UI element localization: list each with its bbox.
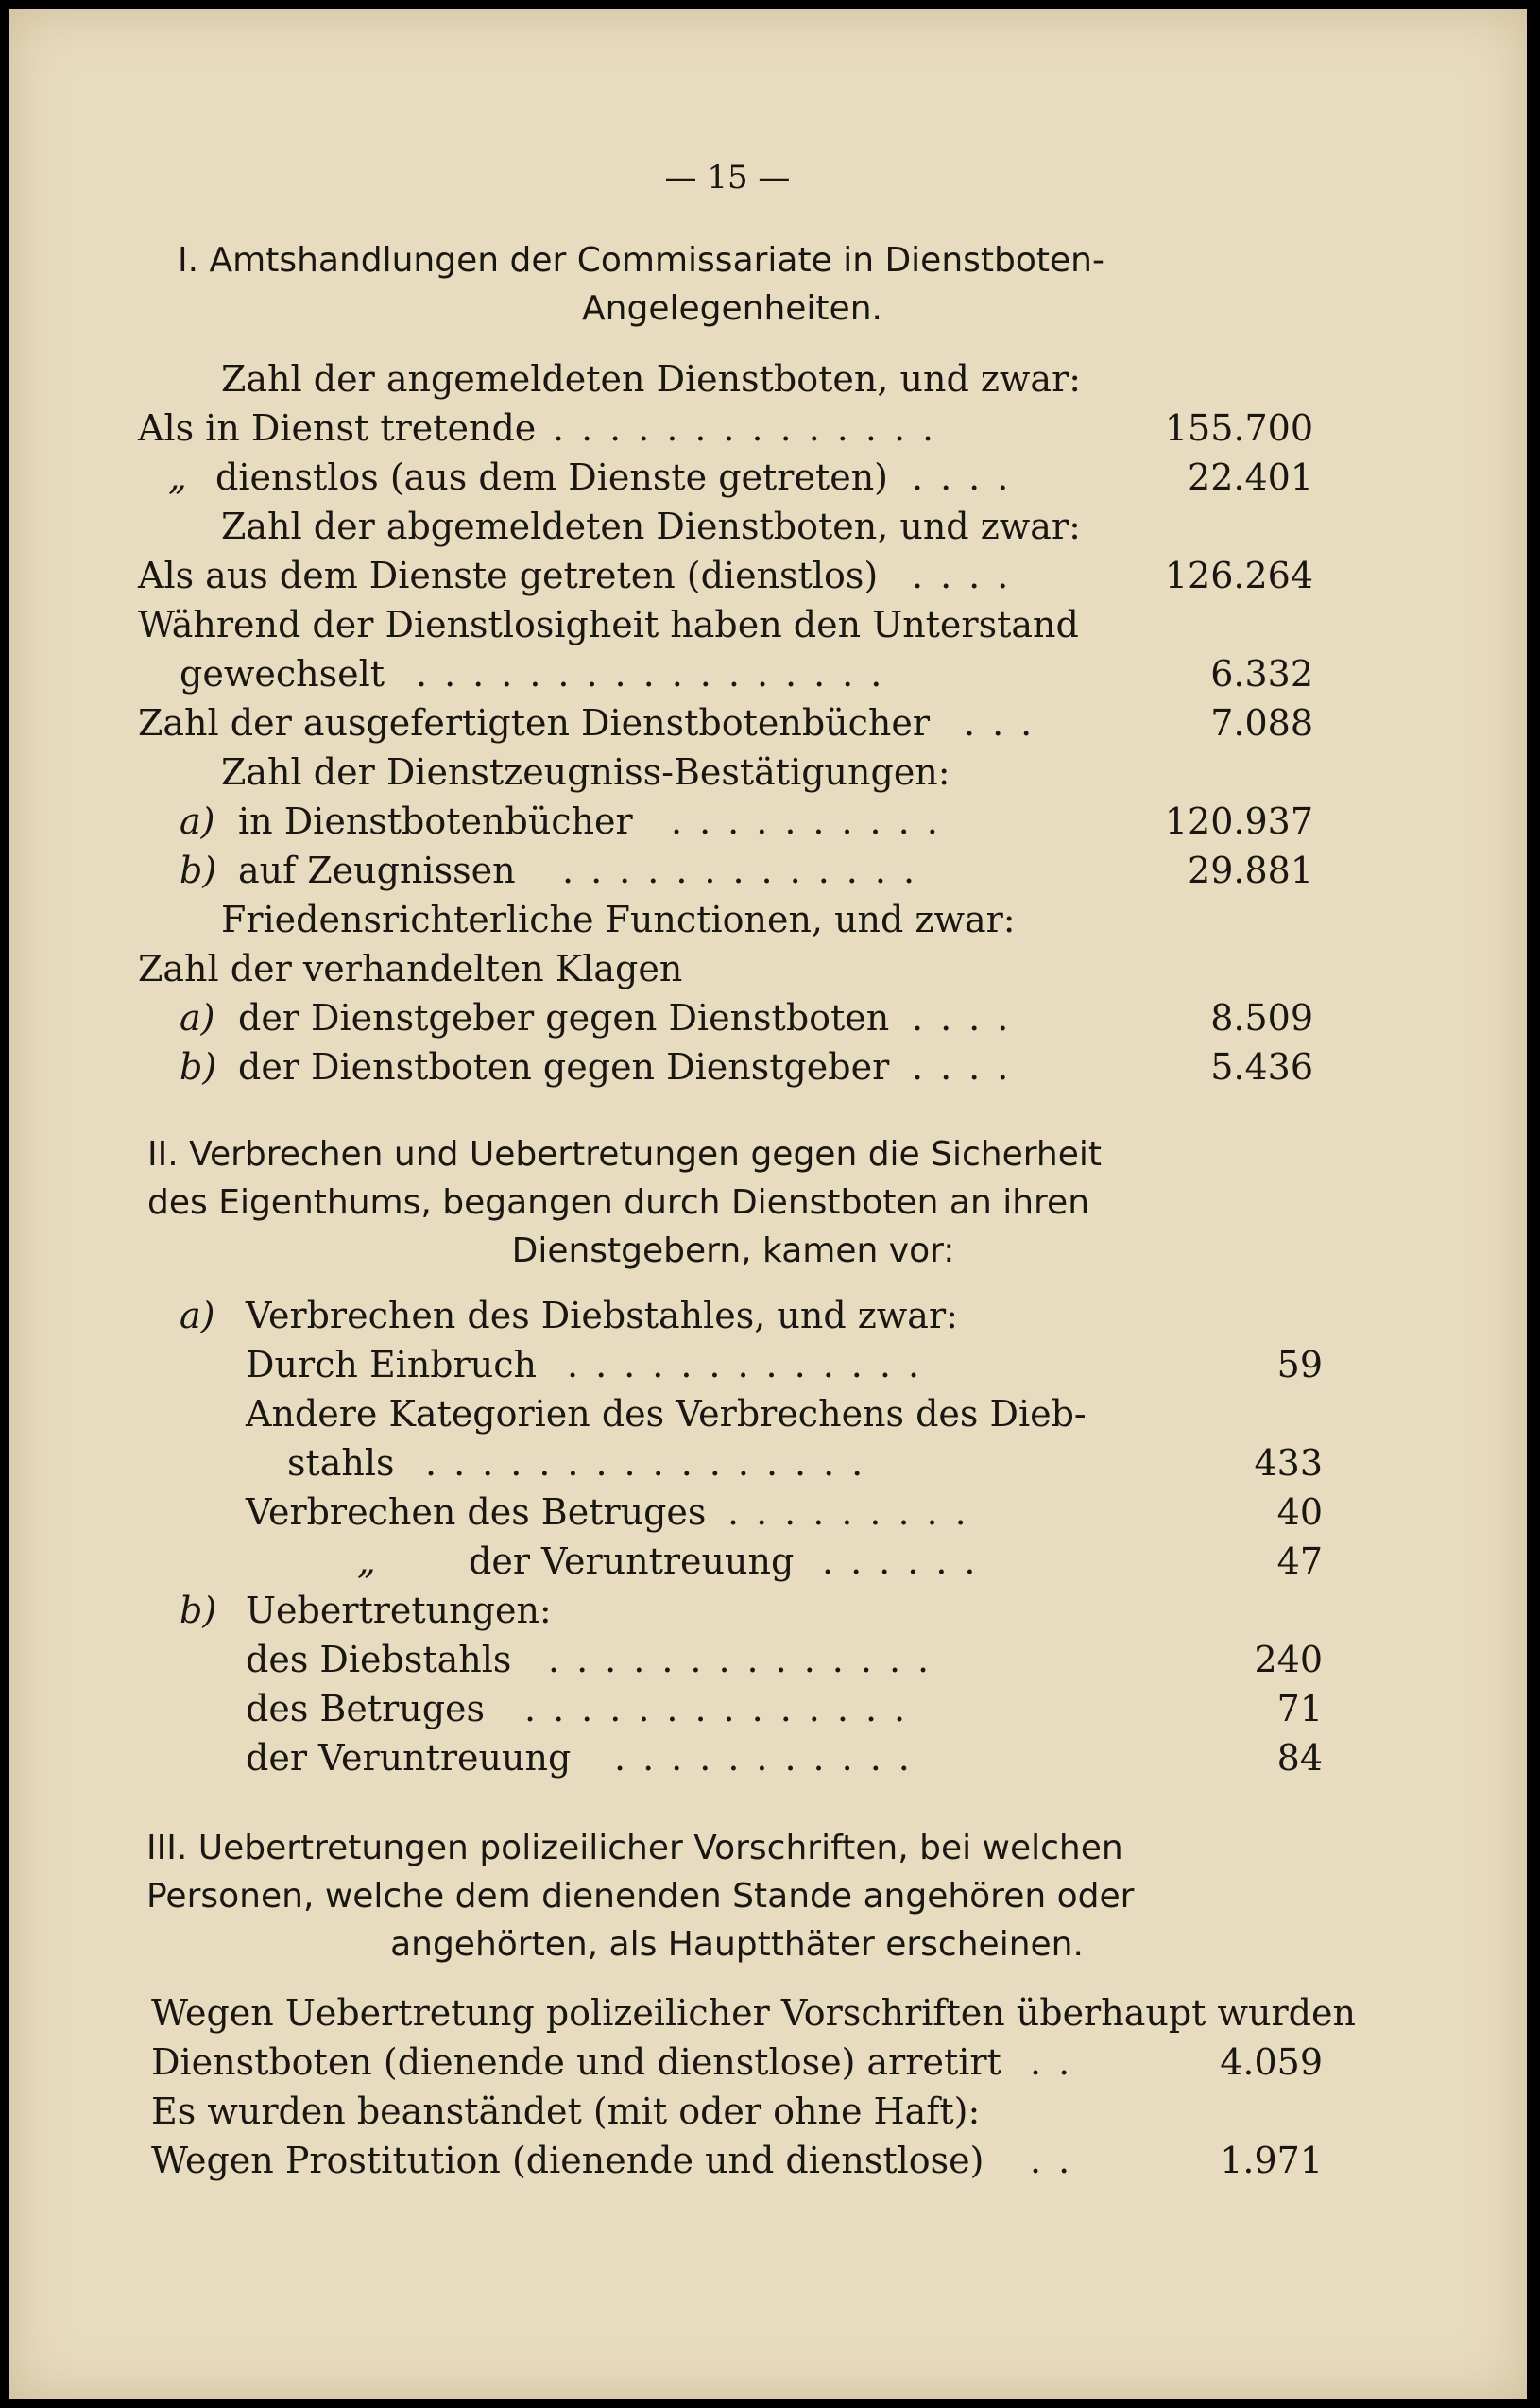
row-label: auf Zeugnissen	[238, 850, 516, 891]
row-burglary	[9, 1340, 1332, 1389]
subheading-complaints: Zahl der verhandelten Klagen	[138, 948, 683, 989]
heading-line: angehörten, als Hauptthäter erscheinen.	[390, 1925, 1084, 1964]
row-entering-service	[9, 404, 1332, 453]
row-changed-shelter	[9, 649, 1332, 698]
row-label: der Veruntreuung	[469, 1540, 795, 1582]
list-marker: a)	[180, 1295, 215, 1336]
ditto-mark: „	[357, 1540, 376, 1582]
subheading-deregistered: Zahl der abgemeldeten Dienstboten, und zwar:	[221, 506, 1081, 547]
para-arrests-line1: Wegen Uebertretung polizeilicher Vorschriften überhaupt wurden	[151, 1992, 1356, 2034]
row-servant-complaints	[9, 1042, 1332, 1092]
row-value: 126.264	[1164, 555, 1313, 596]
row-other-theft	[9, 1438, 1332, 1488]
page-number: — 15 —	[664, 159, 791, 197]
dot-leader: ..............	[548, 1639, 947, 1680]
heading-line: des Eigenthums, begangen durch Dienstboten an ihren	[147, 1183, 1090, 1222]
dot-leader: ...........	[614, 1737, 927, 1779]
row-value: 8.509	[1210, 997, 1313, 1039]
row-value: 1.971	[1220, 2140, 1323, 2181]
dot-leader: .............	[562, 850, 933, 891]
heading-line: I. Amtshandlungen der Commissariate in Dienstboten-	[178, 241, 1104, 280]
row-servant-books	[9, 698, 1332, 748]
row-changed-shelter-line1: Während der Dienstlosigheit haben den Unterstand	[138, 604, 1079, 645]
row-embezzlement-offence	[9, 1733, 1332, 1782]
list-marker: b)	[180, 1590, 217, 1631]
subheading-registered: Zahl der angemeldeten Dienstboten, und zwar:	[221, 358, 1082, 400]
row-embezzlement-crime	[9, 1537, 1332, 1586]
row-label: dienstlos (aus dem Dienste getreten)	[215, 456, 888, 498]
row-in-books	[9, 797, 1332, 846]
row-value: 84	[1276, 1737, 1323, 1779]
dot-leader: .................	[416, 653, 899, 695]
row-label: Wegen Prostitution (dienende und dienstlose)	[151, 2140, 984, 2181]
row-value: 22.401	[1188, 456, 1313, 498]
heading-line: II. Verbrechen und Uebertretungen gegen die Sicherheit	[147, 1135, 1103, 1174]
row-on-testimonials	[9, 846, 1332, 895]
row-value: 240	[1254, 1639, 1323, 1680]
dot-leader: ..........	[671, 800, 955, 842]
row-other-theft-line1: Andere Kategorien des Verbrechens des Dieb-	[246, 1393, 1087, 1435]
dot-leader: ..	[1030, 2041, 1087, 2083]
row-left-service	[9, 551, 1332, 600]
row-label: Dienstboten (dienende und dienstlose) arretirt	[151, 2041, 1001, 2083]
heading-line: Angelegenheiten.	[582, 289, 882, 328]
ditto-mark: „	[168, 456, 187, 498]
list-marker: b)	[180, 850, 217, 891]
heading-line: Personen, welche dem dienenden Stande angehören oder	[146, 1877, 1135, 1916]
dot-leader: ..	[1030, 2140, 1087, 2181]
row-label: Als in Dienst tretende	[138, 407, 537, 449]
row-value: 40	[1276, 1491, 1323, 1533]
row-label: Verbrechen des Betruges	[246, 1491, 707, 1533]
list-marker: a)	[180, 997, 215, 1039]
dot-leader: ....	[912, 1046, 1026, 1088]
row-value: 47	[1276, 1540, 1323, 1582]
dot-leader: ....	[912, 456, 1026, 498]
row-label: Als aus dem Dienste getreten (dienstlos)	[138, 555, 879, 596]
section-1-heading	[9, 236, 1455, 340]
row-value: 59	[1276, 1344, 1323, 1385]
heading-line: Dienstgebern, kamen vor:	[511, 1231, 955, 1270]
row-value: 120.937	[1164, 800, 1313, 842]
row-value: 4.059	[1220, 2041, 1323, 2083]
dot-leader: ......	[822, 1540, 993, 1582]
row-label: Durch Einbruch	[246, 1344, 538, 1385]
row-prostitution	[9, 2136, 1332, 2185]
dot-leader: ..............	[524, 1688, 923, 1729]
row-label: der Veruntreuung	[246, 1737, 572, 1779]
row-fraud-offence	[9, 1684, 1332, 1733]
dot-leader: ....	[912, 555, 1026, 596]
row-value: 155.700	[1164, 407, 1313, 449]
list-marker: a)	[180, 800, 215, 842]
row-fraud-crime	[9, 1488, 1332, 1537]
row-value: 433	[1254, 1442, 1323, 1484]
row-label: gewechselt	[180, 653, 385, 695]
subheading-justice: Friedensrichterliche Functionen, und zwar:	[221, 899, 1016, 940]
row-value: 6.332	[1210, 653, 1313, 695]
dot-leader: .............	[567, 1344, 937, 1385]
book-page	[9, 9, 1527, 2399]
row-value: 7.088	[1210, 702, 1313, 744]
row-label: Zahl der ausgefertigten Dienstbotenbücher	[138, 702, 931, 744]
row-value: 71	[1276, 1688, 1323, 1729]
dot-leader: ....	[912, 997, 1026, 1039]
para-objections: Es wurden beanständet (mit oder ohne Haft):	[151, 2090, 981, 2132]
dot-leader: ...	[964, 702, 1050, 744]
row-label: des Diebstahls	[246, 1639, 512, 1680]
row-unemployed	[9, 453, 1332, 502]
row-label: stahls	[287, 1442, 395, 1484]
item-label: Uebertretungen:	[246, 1590, 552, 1631]
row-arrests	[9, 2038, 1332, 2087]
row-label: der Dienstboten gegen Dienstgeber	[238, 1046, 890, 1088]
subheading-certificates: Zahl der Dienstzeugniss-Bestätigungen:	[221, 751, 950, 793]
section-2-heading	[138, 1130, 1328, 1281]
dot-leader: ..............	[553, 407, 951, 449]
row-theft-offence	[9, 1635, 1332, 1684]
dot-leader: .........	[727, 1491, 984, 1533]
item-label: Verbrechen des Diebstahles, und zwar:	[246, 1295, 958, 1336]
row-employer-complaints	[9, 993, 1332, 1042]
section-3-heading	[146, 1824, 1327, 1975]
row-label: des Betruges	[246, 1688, 486, 1729]
row-label: der Dienstgeber gegen Dienstboten	[238, 997, 890, 1039]
row-value: 29.881	[1188, 850, 1313, 891]
row-label: in Dienstbotenbücher	[238, 800, 633, 842]
heading-line: III. Uebertretungen polizeilicher Vorschriften, bei welchen	[146, 1829, 1123, 1867]
row-value: 5.436	[1210, 1046, 1313, 1088]
dot-leader: ................	[425, 1442, 881, 1484]
list-marker: b)	[180, 1046, 217, 1088]
